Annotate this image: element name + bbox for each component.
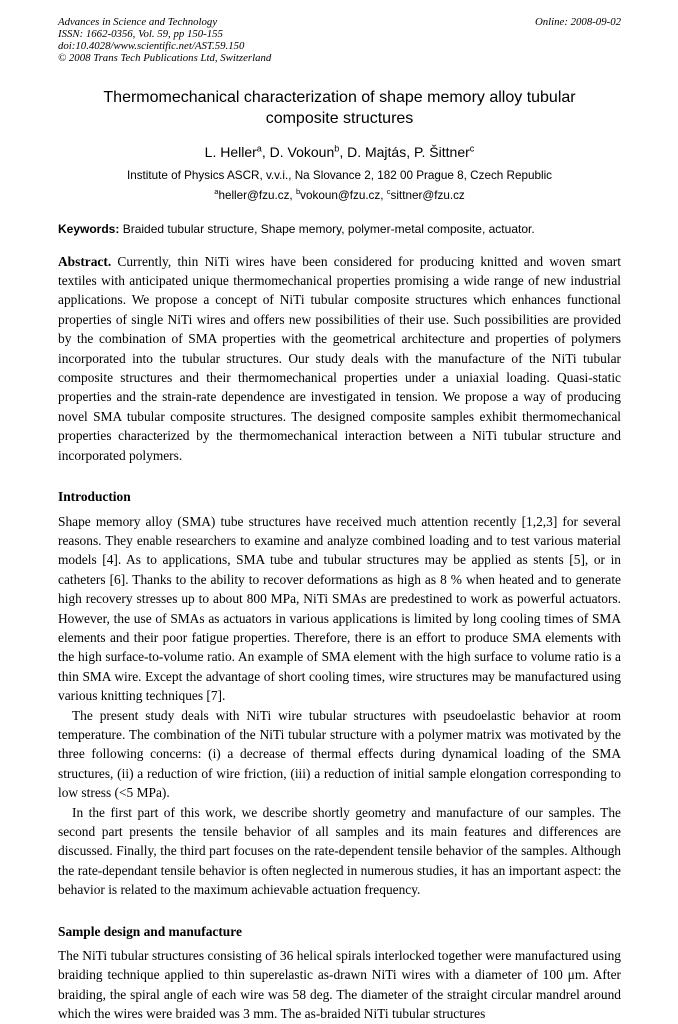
issn-volume-pages: ISSN: 1662-0356, Vol. 59, pp 150-155 <box>58 27 223 40</box>
emails-line <box>58 186 621 202</box>
section-heading-introduction: Introduction <box>58 489 131 505</box>
doi-line: doi:10.4028/www.scientific.net/AST.59.150 <box>58 39 245 52</box>
abstract-label: Abstract. <box>58 253 112 269</box>
affiliation-line: Institute of Physics ASCR, v.v.i., Na Slovance 2, 182 00 Prague 8, Czech Republic <box>126 168 553 182</box>
publication-info-block <box>58 17 271 65</box>
author-name: L. Heller <box>204 143 257 160</box>
email-address: sittner@fzu.cz <box>390 188 465 202</box>
authors-line <box>58 144 621 160</box>
sample-design-paragraph-1: The NiTi tubular structures consisting of 36 helical spirals interlocked together were manufactured using braiding technique applied to thin superelastic as-drawn NiTi wires with a diameter of 100 μm. After braiding, the spiral angle of each wire was 58 deg. The diameter of the straight circular mandrel around which the wires were braided was 3 mm. The as-braided NiTi tubular structures <box>58 948 621 1022</box>
author-name: , D. Vokoun <box>261 143 335 160</box>
publication-header <box>58 17 621 65</box>
online-date: Online: 2008-09-02 <box>534 16 621 28</box>
abstract-paragraph <box>58 252 621 465</box>
email-address: vokoun@fzu.cz, <box>300 188 387 202</box>
email-affil-mark: b <box>295 186 301 196</box>
paper-title: Thermomechanical characterization of shape memory alloy tubular composite structures <box>103 88 576 127</box>
author-affil-mark: b <box>334 142 340 153</box>
introduction-paragraph-1: Shape memory alloy (SMA) tube structures have received much attention recently [1,2,3] for several reasons. They enable researchers to examine and analyze combined loading and to test various material models [4]. As to applications, SMA tube and tubular structures may be applied as stents [5], or in catheters [6]. Thanks to the ability to recover deformations as high as 8 % when heated and to generate high recovery stresses up to about 800 MPa, NiTi SMAs are predestined to work as powerful actuators. However, the use of SMAs as actuators in various applications is limited by long cooling times of SMA elements and their poor fatigue properties. Therefore, there is an effort to produce SMA elements with the high surface-to-volume ratio. An example of SMA element with the high surface to volume ratio is a thin SMA wire. Except the advantage of short cooling times, wire structures may be manufactured using various knitting techniques [7]. <box>58 513 621 704</box>
journal-name: Advances in Science and Technology <box>58 16 218 28</box>
keywords-label: Keywords: <box>58 221 120 236</box>
author-affil-mark: a <box>256 142 262 153</box>
introduction-paragraph-2: The present study deals with NiTi wire tubular structures with pseudoelastic behavior at room temperature. The combination of the NiTi tubular structure with a polymer matrix was motivated by the three following concerns: (i) a decrease of thermal effects during dynamical loading of the SMA structures, (ii) a reduction of wire friction, (iii) a reduction of initial sample elongation corresponding to low stress (<5 MPa). <box>58 707 621 801</box>
author-affil-mark: c <box>469 142 475 153</box>
introduction-paragraph-3: In the first part of this work, we describe shortly geometry and manufacture of our samples. The second part presents the tensile behavior of all samples and its main features and differences are discussed. Finally, the third part focuses on the rate-dependent tensile behavior of the samples. Although the rate-dependant tensile behavior is often neglected in numerous studies, it has an important aspect: the behavior is related to the maximum achievable actuation frequency. <box>58 804 621 898</box>
section-heading-sample-design: Sample design and manufacture <box>58 923 242 939</box>
email-address: heller@fzu.cz, <box>218 188 296 202</box>
author-name: , D. Majtás, P. Šittner <box>339 143 470 160</box>
email-affil-mark: a <box>214 186 219 196</box>
abstract-text: Currently, thin NiTi wires have been considered for producing knitted and woven smart textiles with anticipated unique thermomechanical properties promising a wide range of new industrial applications. We propose a concept of NiTi tubular composite structures which enhances functional properties of single NiTi wires and offers new possibilities of their use. Such possibilities are provided by the combination of SMA properties with the geometrical architecture and properties of polymers incorporated into the tubular structures. Our study deals with the manufacture of the NiTi tubular composite structures and their thermomechanical properties under a uniaxial loading. Quasi-static properties and the strain-rate dependence are investigated in tension. We propose a way of producing novel SMA tubular composite structures. The designed composite samples exhibit thermomechanical properties characterized by the thermomechanical interaction between a NiTi tubular structure and incorporated polymers. <box>58 253 621 463</box>
copyright-line: © 2008 Trans Tech Publications Ltd, Switzerland <box>58 51 272 64</box>
keywords-line <box>58 222 621 237</box>
email-affil-mark: c <box>386 186 391 196</box>
keywords-text: Braided tubular structure, Shape memory, polymer-metal composite, actuator. <box>122 221 535 236</box>
